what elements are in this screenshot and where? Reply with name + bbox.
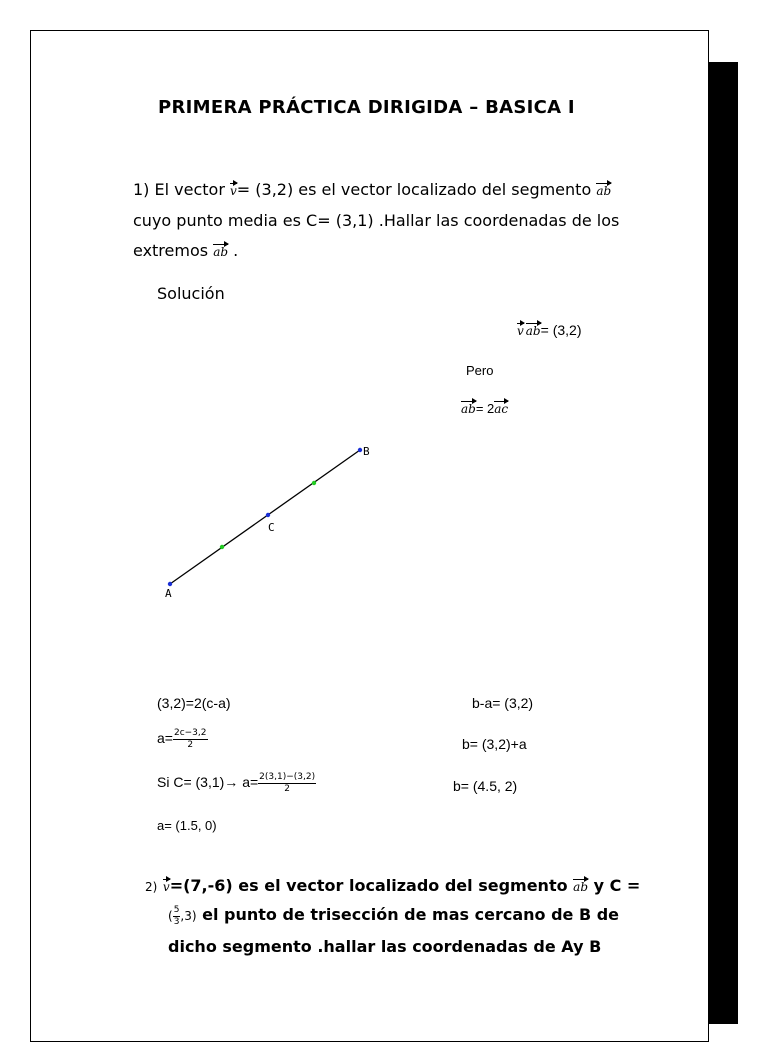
problem2-line3: dicho segmento .hallar las coordenadas de Ay B (168, 937, 602, 956)
work-left-3 (157, 772, 316, 795)
problem2-text-b: y C = (593, 876, 641, 895)
work-right-1: b-a= (3,2) (472, 695, 534, 711)
page-shadow (708, 62, 738, 1024)
point-c (266, 513, 270, 517)
trisection-point-1 (220, 545, 224, 549)
point-c-coords: ( $\frac{5}{3}$ ,3) (168, 905, 197, 927)
fraction-a: $\frac{2c-3,2}{2}$ (173, 728, 207, 750)
segment-figure (160, 440, 380, 600)
point-a (168, 582, 172, 586)
problem1-line2: cuyo punto media es C= (3,1) .Hallar las coordenadas de los (133, 211, 620, 230)
work-left-2 (157, 728, 208, 751)
page-title: PRIMERA PRÁCTICA DIRIGIDA – BASICA I (158, 97, 575, 118)
vector-ab-symbol: ab (596, 184, 612, 198)
point-b (358, 448, 362, 452)
problem2-text-a: =(7,-6) es el vector localizado del segmento (169, 876, 568, 895)
problem1-number: 1) (133, 180, 150, 199)
segment-ab-line (170, 450, 360, 584)
problem2-number: 2) (145, 880, 158, 894)
vector-ab-symbol: ab (213, 245, 229, 259)
label-a: A (165, 587, 172, 600)
work-right-3: b= (4.5, 2) (453, 778, 518, 794)
vector-ab-symbol: ab (573, 880, 589, 894)
work-left-3-prefix: Si C= (3,1)→ a= (157, 774, 259, 791)
work-left-2-prefix: a= (157, 730, 173, 747)
vector-v-symbol: v (517, 324, 524, 338)
problem1-text-e: . (233, 241, 239, 260)
problem2-line2 (168, 905, 619, 928)
problem1-text-b: = (3,2) es el vector localizado del segmento (236, 180, 592, 199)
problem1-line1 (133, 180, 611, 199)
vector-ab-symbol: ab (525, 324, 541, 338)
ab-relation-eq: = 2 (475, 401, 495, 416)
vector-equation-value: = (3,2) (540, 322, 582, 338)
ab-relation (461, 400, 508, 416)
fraction-a-substituted: $\frac{2(3,1)-(3,2)}{2}$ (259, 772, 316, 794)
work-left-4: a= (1.5, 0) (157, 818, 217, 833)
solution-heading: Solución (157, 284, 225, 303)
work-left-1: (3,2)=2(c-a) (157, 695, 231, 711)
problem2-line1 (145, 876, 640, 895)
vector-v-symbol: v (162, 880, 170, 894)
vector-equation (517, 322, 581, 338)
pero-label: Pero (466, 363, 494, 378)
label-b: B (363, 445, 370, 458)
problem1-text-d: extremos (133, 241, 209, 260)
problem1-line3 (133, 241, 238, 260)
label-c: C (268, 521, 275, 534)
vector-v-symbol: v (230, 184, 237, 198)
work-right-2: b= (3,2)+a (462, 736, 527, 752)
vector-ab-symbol: ab (461, 402, 476, 416)
trisection-point-2 (312, 481, 316, 485)
vector-ac-symbol: ac (494, 402, 509, 416)
problem2-text-c: el punto de trisección de mas cercano de B de (202, 905, 620, 924)
problem1-text-a: El vector (154, 180, 225, 199)
